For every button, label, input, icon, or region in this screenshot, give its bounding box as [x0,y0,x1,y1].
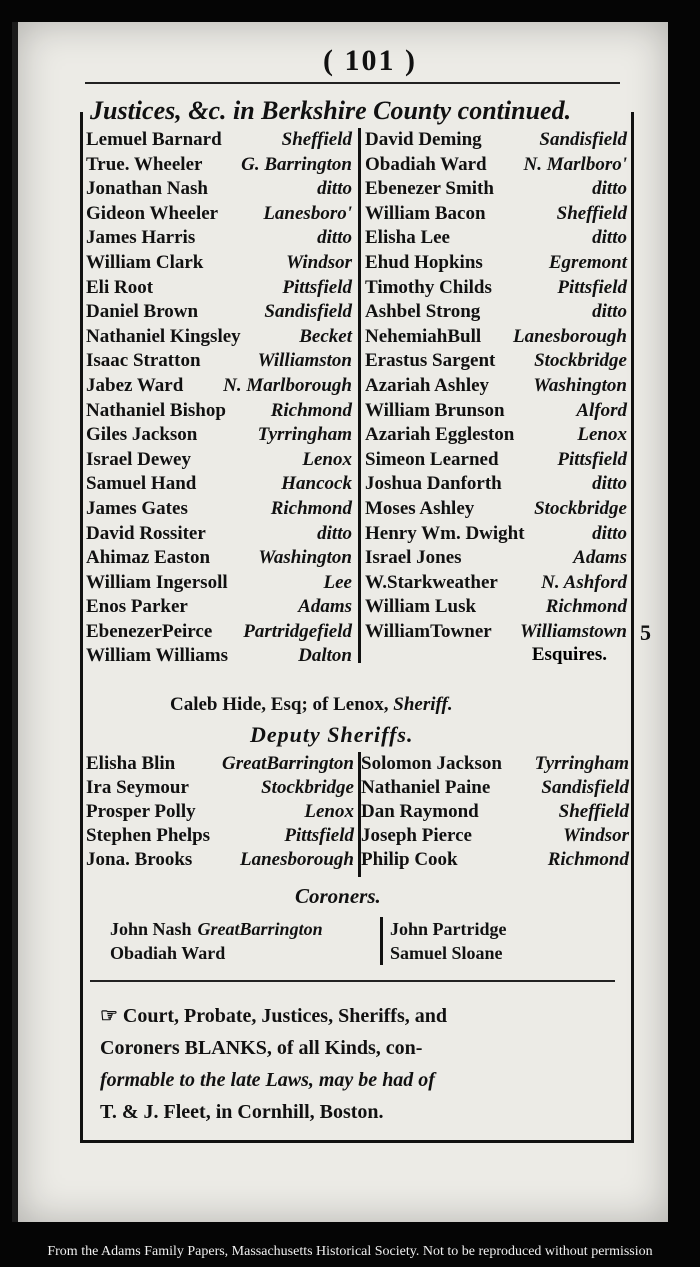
justice-entry [86,644,356,669]
person-name: Joshua Danforth [365,473,502,495]
justice-entry [361,177,631,202]
person-name: Nathaniel Kingsley [86,325,241,347]
person-name: Enos Parker [86,596,188,618]
town-name: Lanesboro' [263,202,352,224]
coroners-rule [90,980,615,982]
person-name: Philip Cook [361,849,458,870]
town-name: ditto [592,227,627,249]
town-name: Sandisfield [539,129,627,150]
town-name: ditto [592,178,627,200]
person-name: Timothy Childs [365,276,492,298]
town-name: Stockbridge [534,497,627,519]
justice-entry [361,374,631,399]
town-name: GreatBarrington [222,753,354,774]
town-name: Adams [298,596,352,618]
justice-entry [86,325,356,350]
deputy-entry [86,752,358,776]
person-name: James Gates [86,497,188,519]
person-name: David Deming [365,129,482,150]
sheriff-name: Caleb Hide, Esq; of Lenox, [170,694,389,715]
ad-line: T. & J. Fleet, in Cornhill, Boston. [100,1101,384,1123]
justice-entry [361,251,631,276]
town-name: Becket [299,325,352,347]
town-name: Lee [323,571,352,593]
town-name: Richmond [270,497,352,519]
person-name: Ahimaz Easton [86,547,211,569]
town-name: GreatBarrington [197,919,323,939]
town-name: Dalton [298,645,352,667]
justice-entry [361,571,631,596]
section-title: Justices, &c. in Berkshire County continued. [90,96,572,125]
coroner-entry [390,917,590,941]
person-name: William Bacon [365,202,486,224]
justice-entry [86,202,356,227]
deputy-entry [361,800,633,824]
justice-entry [361,399,631,424]
town-name: Sheffield [281,129,352,150]
deputy-sheriffs-heading: Deputy Sheriffs. [250,722,414,747]
town-name: Williamstown [520,620,627,642]
justice-entry [361,497,631,522]
sheriff-line [170,694,570,716]
person-name: Obadiah Ward [110,943,226,963]
town-name: Egremont [548,251,627,273]
deputy-entry [361,776,633,800]
town-name: Pittsfield [282,276,352,298]
person-name: William Williams [86,645,228,667]
justice-entry [86,349,356,374]
town-name: Windsor [286,251,352,273]
town-name: Stockbridge [261,777,354,798]
person-name: Nathaniel Paine [361,777,491,798]
person-name: Simeon Learned [365,448,499,470]
justices-left-column [86,128,356,668]
town-name: G. Barrington [241,153,352,175]
justice-entry [86,226,356,251]
town-name: Williamston [257,350,352,372]
person-name: NehemiahBull [365,325,482,347]
justice-entry [361,128,631,153]
person-name: Elisha Lee [365,227,450,249]
town-name: Sheffield [558,801,629,822]
person-name: Samuel Hand [86,473,197,495]
coroner-entry [110,941,380,965]
town-name: Pittsfield [284,825,354,846]
justice-entry [86,546,356,571]
person-name: Jona. Brooks [86,849,193,870]
justice-entry [86,595,356,620]
deputies-right-column [358,752,633,877]
town-name: Lenox [304,801,354,822]
person-name: William Lusk [365,596,477,618]
deputy-entry [86,824,358,848]
person-name: Eli Root [86,276,154,298]
margin-mark: 5 [640,620,651,645]
person-name: Giles Jackson [86,424,198,446]
person-name: Azariah Eggleston [365,424,515,446]
town-name: Lanesborough [512,325,627,347]
deputy-entry [86,848,358,872]
person-name: James Harris [86,227,196,249]
coroner-entry [110,917,380,941]
ad-line: formable to the late Laws, may be had of [100,1069,435,1091]
person-name: EbenezerPeirce [86,620,213,642]
justice-entry [361,202,631,227]
blanks-advertisement [100,1000,620,1128]
page-number: ( 101 ) [323,44,417,77]
justice-entry [361,325,631,350]
person-name: Samuel Sloane [390,943,503,963]
person-name: Obadiah Ward [365,153,487,175]
justice-entry [86,251,356,276]
person-name: Ira Seymour [86,777,189,798]
justice-entry [361,620,631,645]
justice-entry [361,423,631,448]
person-name: Israel Dewey [86,448,191,470]
person-name: William Brunson [365,399,505,421]
town-name: Richmond [545,596,627,618]
justice-entry [86,620,356,645]
deputy-entry [86,776,358,800]
town-name: Windsor [563,825,629,846]
town-name: ditto [592,473,627,495]
justice-entry [86,423,356,448]
person-name: Ehud Hopkins [365,251,483,273]
person-name: John Partridge [390,919,507,939]
person-name: David Rossiter [86,522,206,544]
town-name: Tyrringham [534,753,629,774]
justice-entry [361,595,631,620]
coroner-entry [390,941,590,965]
deputy-entry [361,752,633,776]
town-name: Sandisfield [541,777,629,798]
justice-entry [361,153,631,178]
justice-entry [361,349,631,374]
deputy-entry [86,800,358,824]
person-name: Azariah Ashley [365,374,490,396]
person-name: Ebenezer Smith [365,178,494,200]
town-name: Sandisfield [264,301,352,323]
justice-entry [361,276,631,301]
town-name: Hancock [281,473,352,495]
justices-right-column [358,128,631,666]
town-name: N. Ashford [541,571,627,593]
person-name: Lemuel Barnard [86,129,222,150]
justice-entry [86,276,356,301]
justice-entry [86,300,356,325]
town-name: Pittsfield [557,448,627,470]
town-name: Washington [258,547,352,569]
town-name: ditto [592,301,627,323]
justice-entry [86,399,356,424]
town-name: N. Marlboro' [523,153,627,175]
justice-entry [361,226,631,251]
person-name: Erastus Sargent [365,350,496,372]
person-name: Dan Raymond [361,801,479,822]
person-name: Jabez Ward [86,374,184,396]
justice-entry [361,546,631,571]
town-name: Partridgefield [243,620,352,642]
justice-entry [86,571,356,596]
town-name: Richmond [270,399,352,421]
town-name: Washington [533,374,627,396]
justice-entry [361,522,631,547]
person-name: Henry Wm. Dwight [365,522,525,544]
sheriff-title: Sheriff. [393,694,453,715]
coroners-left-column [110,917,383,965]
ad-line: ☞ Court, Probate, Justices, Sheriffs, and [100,1005,447,1027]
person-name: Ashbel Strong [365,301,481,323]
town-name: ditto [317,227,352,249]
town-name: ditto [592,522,627,544]
justice-entry [86,448,356,473]
person-name: Moses Ashley [365,497,475,519]
town-name: Pittsfield [557,276,627,298]
justice-entry [86,128,356,153]
person-name: Jonathan Nash [86,178,208,200]
town-name: ditto [317,178,352,200]
town-name: N. Marlborough [223,374,352,396]
coroners-right-column [390,917,590,965]
town-name: Stockbridge [534,350,627,372]
justice-entry [86,177,356,202]
town-name: Richmond [547,849,629,870]
archive-footer: From the Adams Family Papers, Massachusetts Historical Society. Not to be reproduced without permission [47,1244,653,1259]
coroners-heading: Coroners. [295,884,381,908]
person-name: Gideon Wheeler [86,202,219,224]
justice-entry [86,472,356,497]
town-name: Tyrringham [257,424,352,446]
justice-entry [86,374,356,399]
justice-entry [86,497,356,522]
person-name: Solomon Jackson [361,753,502,774]
town-name: Alford [576,399,627,421]
town-name: ditto [317,522,352,544]
person-name: Nathaniel Bishop [86,399,226,421]
person-name: Israel Jones [365,547,462,569]
person-name: Elisha Blin [86,753,176,774]
esquires-label: Esquires. [531,644,607,666]
town-name: Lenox [302,448,352,470]
justice-entry [361,472,631,497]
deputy-entry [361,848,633,872]
person-name: True. Wheeler [86,153,203,175]
justice-entry [361,448,631,473]
justice-entry [86,522,356,547]
person-name: W.Starkweather [365,571,498,593]
justice-entry [86,153,356,178]
person-name: Daniel Brown [86,301,199,323]
town-name: Lanesborough [239,849,354,870]
deputies-left-column [86,752,358,872]
town-name: Lenox [577,424,627,446]
person-name: Stephen Phelps [86,825,211,846]
header-rule [85,82,620,84]
town-name: Sheffield [556,202,627,224]
person-name: John Nash [110,919,192,939]
person-name: William Clark [86,251,204,273]
justice-entry [361,300,631,325]
person-name: Prosper Polly [86,801,196,822]
person-name: William Ingersoll [86,571,228,593]
ad-line: Coroners BLANKS, of all Kinds, con- [100,1037,423,1059]
deputy-entry [361,824,633,848]
town-name: Adams [573,547,627,569]
person-name: Joseph Pierce [361,825,472,846]
person-name: Isaac Stratton [86,350,201,372]
person-name: WilliamTowner [365,620,492,642]
